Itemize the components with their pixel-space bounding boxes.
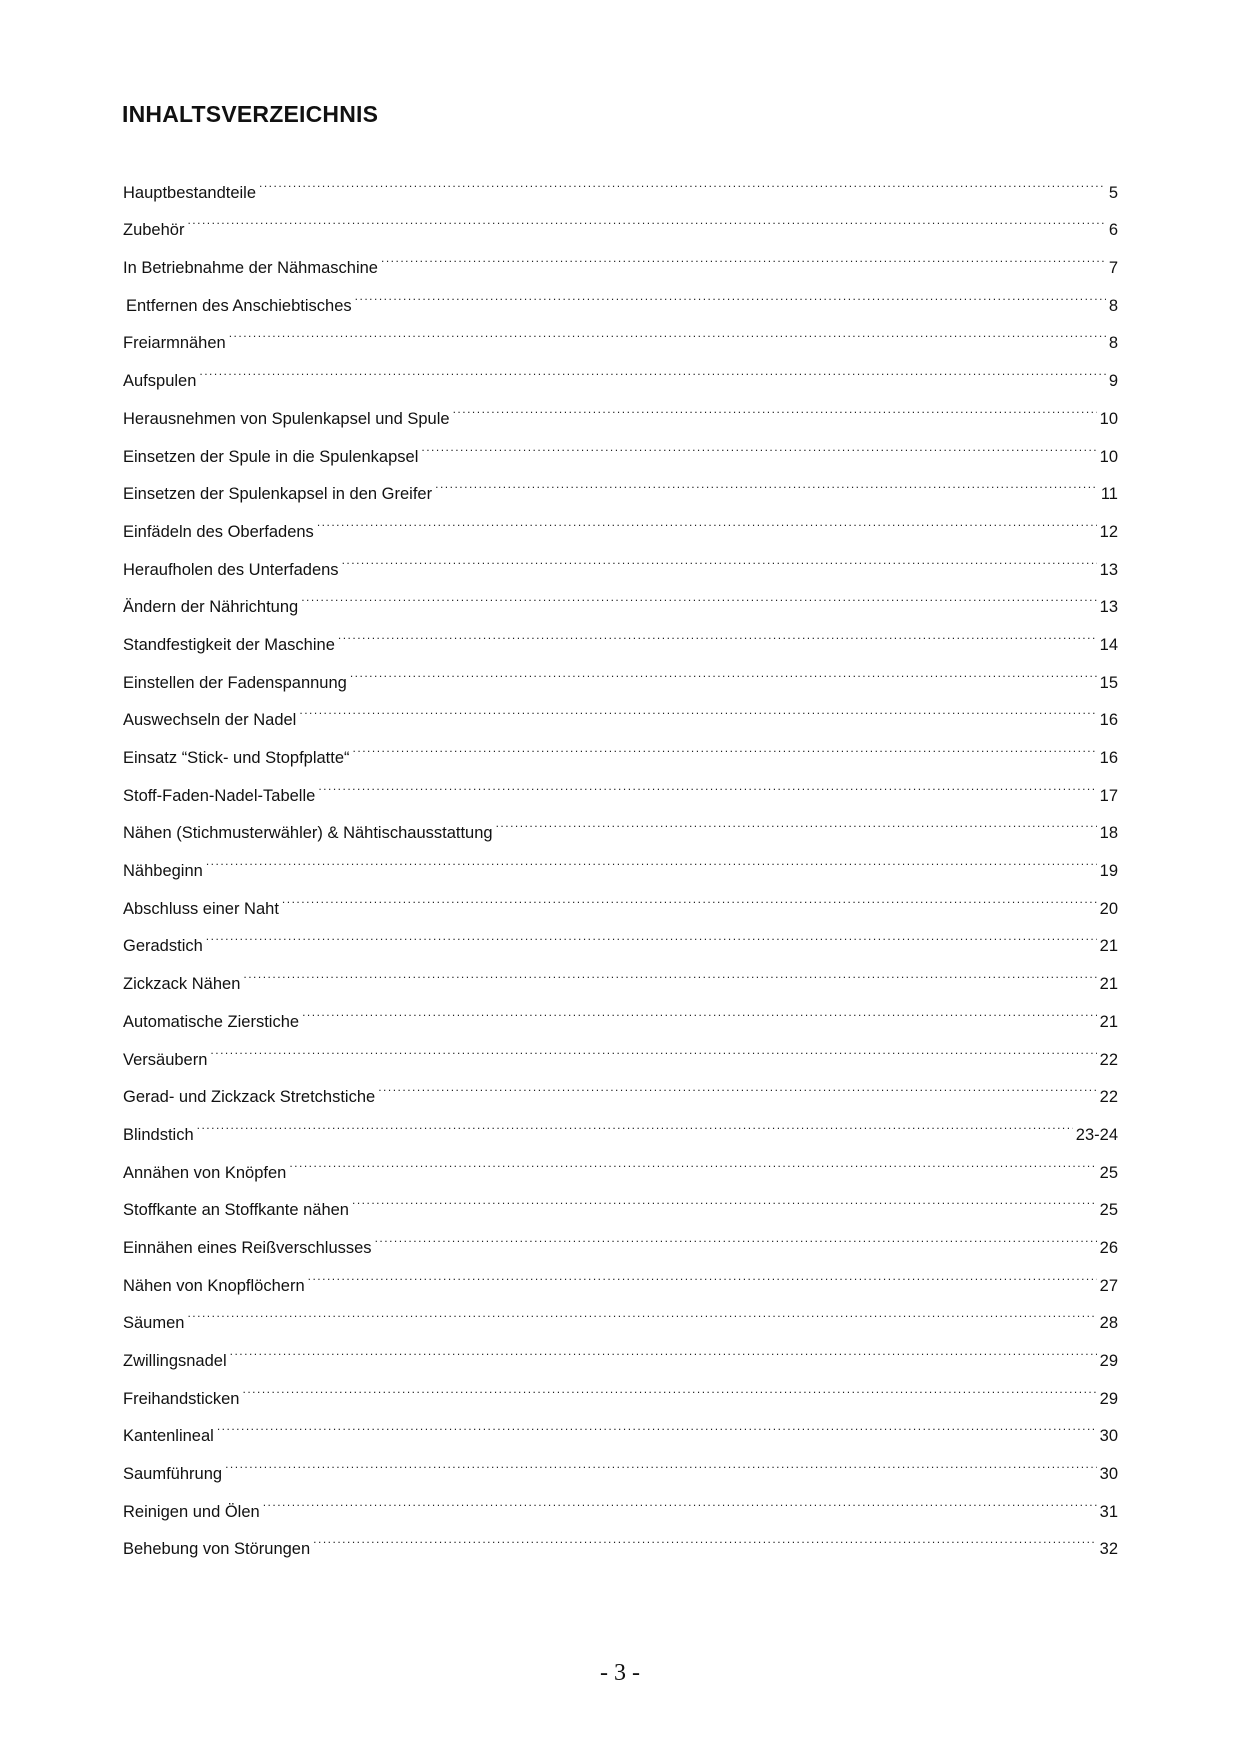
toc-entry-label: Ändern der Nährichtung (123, 598, 299, 617)
toc-dot-leader (229, 311, 1106, 349)
toc-dot-leader (206, 914, 1097, 952)
toc-entry-page: 27 (1099, 1276, 1118, 1295)
toc-dot-leader (338, 612, 1097, 650)
toc-entry-page: 26 (1099, 1238, 1118, 1257)
toc-dot-leader (496, 801, 1097, 839)
toc-dot-leader (187, 1291, 1096, 1329)
toc-entry-label: Heraufholen des Unterfadens (123, 560, 339, 579)
toc-entry-page: 20 (1099, 899, 1118, 918)
toc-entry-label: Aufspulen (123, 372, 197, 391)
toc-entry-label: Einsatz “Stick- und Stopfplatte“ (123, 749, 350, 767)
toc-entry-page: 29 (1099, 1389, 1118, 1408)
toc-entry-label: Nähbeginn (123, 862, 203, 881)
toc-entry-label: Gerad- und Zickzack Stretchstiche (123, 1088, 376, 1107)
toc-entry-label: Geradstich (123, 937, 203, 956)
toc-entry-label: Zickzack Nähen (123, 975, 241, 994)
toc-dot-leader (230, 1328, 1097, 1366)
toc-entry (123, 951, 1118, 994)
toc-entry-page: 21 (1099, 975, 1118, 994)
toc-entry (123, 1328, 1118, 1370)
toc-dot-leader (355, 273, 1106, 311)
toc-entry-page: 14 (1099, 635, 1118, 654)
toc-entry-label: Kantenlineal (123, 1427, 214, 1446)
toc-entry-label: Hauptbestandteile (123, 183, 257, 202)
toc-entry-label: Entfernen des Anschiebtisches (126, 296, 352, 315)
toc-entry (123, 989, 1118, 1031)
toc-entry (123, 876, 1118, 918)
toc-entry-page: 11 (1100, 485, 1118, 504)
toc-entry (123, 1027, 1118, 1069)
toc-entry (123, 838, 1118, 881)
toc-entry-page: 9 (1108, 372, 1118, 391)
toc-entry-page: 17 (1099, 786, 1118, 805)
toc-entry-page: 6 (1108, 221, 1118, 240)
toc-dot-leader (263, 1479, 1097, 1517)
toc-dot-leader (313, 1517, 1096, 1555)
toc-entry-label: Versäubern (123, 1050, 208, 1069)
toc-entry-label: Stoff-Faden-Nadel-Tabelle (123, 786, 316, 805)
toc-dot-leader (353, 725, 1097, 763)
toc-entry-page: 5 (1108, 183, 1118, 202)
toc-entry-page: 25 (1099, 1201, 1118, 1220)
toc-entry (123, 914, 1118, 956)
toc-dot-leader (187, 198, 1105, 236)
toc-dot-leader (350, 650, 1097, 688)
toc-entry (123, 160, 1118, 202)
toc-entry-label: In Betriebnahme der Nähmaschine (123, 259, 378, 278)
toc-dot-leader (318, 763, 1096, 801)
toc-entry-page: 19 (1099, 862, 1118, 881)
toc-entry-label: Freihandsticken (123, 1389, 240, 1408)
toc-entry (123, 1404, 1118, 1446)
toc-entry-page: 10 (1099, 409, 1118, 428)
toc-entry-page: 16 (1099, 711, 1118, 730)
toc-entry-page: 7 (1108, 259, 1118, 278)
toc-entry-page: 8 (1108, 296, 1118, 315)
toc-entry (123, 235, 1118, 278)
toc-dot-leader (299, 688, 1096, 726)
page-number: - 3 - (600, 1660, 640, 1686)
toc-dot-leader (352, 1178, 1097, 1216)
toc-entry (123, 386, 1118, 428)
toc-entry-page: 30 (1099, 1427, 1118, 1446)
toc-dot-leader (375, 1215, 1097, 1253)
toc-entry-page: 16 (1099, 749, 1118, 767)
toc-entry-label: Zwillingsnadel (123, 1352, 227, 1370)
toc-entry-page: 8 (1108, 334, 1118, 353)
toc-entry-label: Nähen von Knopflöchern (123, 1276, 305, 1295)
toc-entry-page: 10 (1099, 447, 1118, 466)
toc-dot-leader (259, 160, 1106, 198)
toc-dot-leader (242, 1366, 1096, 1404)
toc-dot-leader (381, 235, 1106, 273)
toc-dot-leader (217, 1404, 1097, 1442)
toc-entry-label: Reinigen und Ölen (123, 1502, 260, 1521)
toc-title: INHALTSVERZEICHNIS (122, 101, 379, 127)
toc-entry (123, 311, 1118, 353)
toc-entry (123, 1479, 1118, 1521)
toc-entry-label: Einsetzen der Spule in die Spulenkapsel (123, 447, 419, 466)
toc-entry (123, 1441, 1118, 1484)
toc-dot-leader (199, 348, 1105, 386)
toc-entry-page: 13 (1099, 598, 1118, 617)
toc-entry (123, 1291, 1118, 1333)
toc-dot-leader (421, 424, 1096, 462)
toc-entry-page: 15 (1099, 673, 1118, 692)
toc-entry (123, 1366, 1118, 1408)
toc-entry-page: 12 (1099, 522, 1118, 541)
toc-entry-page: 23-24 (1075, 1125, 1118, 1144)
toc-entry (123, 348, 1118, 391)
toc-dot-leader (378, 1065, 1096, 1103)
toc-entry-label: Zubehör (123, 221, 185, 240)
toc-entry-page: 31 (1099, 1502, 1118, 1521)
toc-dot-leader (289, 1140, 1096, 1178)
toc-dot-leader (243, 951, 1096, 989)
toc-entry-page: 22 (1099, 1088, 1118, 1107)
toc-dot-leader (435, 462, 1098, 500)
toc-entry-label: Einstellen der Fadenspannung (123, 673, 347, 692)
toc-entry-label: Automatische Zierstiche (123, 1012, 300, 1031)
toc-dot-leader (342, 537, 1097, 575)
toc-dot-leader (210, 1027, 1096, 1065)
toc-entry-label: Standfestigkeit der Maschine (123, 635, 335, 654)
toc-entry-label: Einfädeln des Oberfadens (123, 522, 314, 541)
toc-entry-label: Behebung von Störungen (123, 1540, 311, 1559)
toc-entry-page: 25 (1099, 1163, 1118, 1182)
toc-dot-leader (308, 1253, 1097, 1291)
toc-dot-leader (453, 386, 1097, 424)
toc-entry-page: 22 (1099, 1050, 1118, 1069)
toc-dot-leader (282, 876, 1097, 914)
toc-entry-page: 21 (1099, 937, 1118, 956)
toc-entry-label: Auswechseln der Nadel (123, 711, 297, 730)
toc-entry (123, 198, 1118, 240)
toc-entry-page: 13 (1099, 560, 1118, 579)
toc-dot-leader (197, 1102, 1073, 1140)
toc-entry-label: Blindstich (123, 1125, 194, 1144)
toc-entry-label: Freiarmnähen (123, 334, 226, 353)
toc-entry-label: Säumen (123, 1314, 185, 1333)
toc-dot-leader (301, 575, 1096, 613)
toc-entry-page: 18 (1099, 824, 1118, 843)
toc-entry-label: Einnähen eines Reißverschlusses (123, 1238, 372, 1257)
toc-entry (123, 1140, 1118, 1182)
toc-dot-leader (302, 989, 1097, 1027)
toc-dot-leader (206, 838, 1097, 876)
toc-entry-label: Einsetzen der Spulenkapsel in den Greifer (123, 485, 433, 504)
toc-list (123, 160, 1118, 1559)
toc-entry (123, 1517, 1118, 1559)
toc-entry-page: 21 (1099, 1012, 1118, 1031)
toc-dot-leader (225, 1441, 1097, 1479)
toc-entry-page: 30 (1099, 1465, 1118, 1484)
toc-entry-label: Saumführung (123, 1465, 223, 1484)
toc-entry-page: 29 (1099, 1352, 1118, 1370)
toc-entry-label: Abschluss einer Naht (123, 899, 279, 918)
toc-entry-label: Nähen (Stichmusterwähler) & Nähtischausstattung (123, 824, 493, 843)
toc-entry (123, 1065, 1118, 1107)
toc-entry-page: 28 (1099, 1314, 1118, 1333)
toc-entry (123, 1102, 1118, 1144)
toc-entry-label: Stoffkante an Stoffkante nähen (123, 1201, 349, 1220)
toc-entry-label: Annähen von Knöpfen (123, 1163, 287, 1182)
toc-entry-label: Herausnehmen von Spulenkapsel und Spule (123, 409, 450, 428)
toc-entry-page: 32 (1099, 1540, 1118, 1559)
toc-dot-leader (317, 499, 1097, 537)
